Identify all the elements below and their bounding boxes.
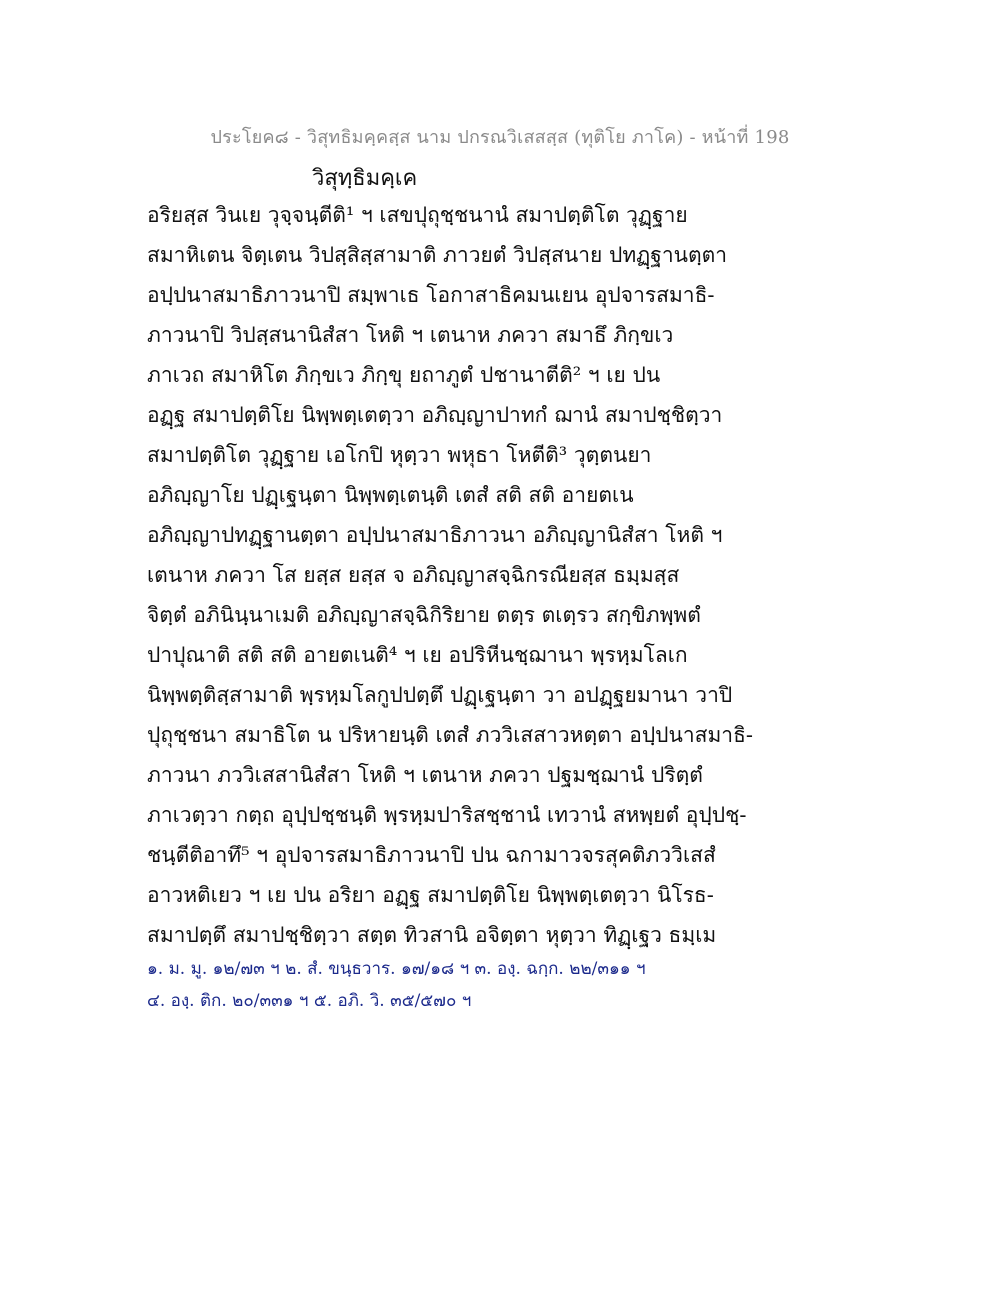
body-line: สมาหิเตน จิตฺเตน วิปสฺสิสฺสามาติ ภาวยตํ วิปสฺสนาย ปทฏฺฐานตฺตา [147, 243, 728, 267]
footnote-line: ๑. ม. มู. ๑๒/๗๓ ฯ ๒. สํ. ขนฺธวาร. ๑๗/๑๘ ฯ ๓. องฺ. ฉกฺก. ๒๒/๓๑๑ ฯ [147, 959, 646, 979]
body-line: นิพฺพตฺติสฺสามาติ พฺรหฺมโลกูปปตฺตึ ปฏฺเฐนฺตา วา อปฏฺฐยมานา วาปิ [147, 683, 733, 707]
body-line: อปฺปนาสมาธิภาวนาปิ สมฺพาเธ โอกาสาธิคมนเยน อุปจารสมาธิ- [147, 283, 715, 307]
body-line: อาวหติเยว ฯ เย ปน อริยา อฏฺฐ สมาปตฺติโย นิพฺพตฺเตตฺวา นิโรธ- [147, 883, 714, 907]
footnotes [147, 955, 747, 1019]
body-text [147, 198, 753, 958]
body-line: ชนฺตีติอาทึ⁵ ฯ อุปจารสมาธิภาวนาปิ ปน ฉกามาวจรสุคติภววิเสสํ [147, 843, 716, 867]
body-line: ภาวนาปิ วิปสฺสนานิสํสา โหติ ฯ เตนาห ภควา สมาธึ ภิกฺขเว [147, 323, 674, 347]
body-line: ปาปุณาติ สติ สติ อายตเนติ⁴ ฯ เย อปริหีนชฺฌานา พฺรหฺมโลเก [147, 643, 688, 667]
body-line: อภิญฺญาปทฏฺฐานตฺตา อปฺปนาสมาธิภาวนา อภิญฺญานิสํสา โหติ ฯ [147, 523, 723, 547]
body-line: จิตฺตํ อภินินฺนาเมติ อภิญฺญาสจฺฉิกิริยาย ตตฺร ตเตฺรว สกฺขิภพฺพตํ [147, 603, 701, 627]
body-line: ภาวนา ภววิเสสานิสํสา โหติ ฯ เตนาห ภควา ปฐมชฺฌานํ ปริตฺตํ [147, 763, 703, 787]
body-line: สมาปตฺติโต วุฏฺฐาย เอโกปิ หุตฺวา พหุธา โหตีติ³ วุตฺตนยา [147, 443, 652, 467]
section-title: วิสุทฺธิมคฺเค [312, 166, 418, 191]
running-header: ประโยค๘ - วิสุทธิมคฺคสฺส นาม ปกรณวิเสสสฺส (ทุติโย ภาโค) - หน้าที่ 198 [210, 127, 790, 148]
body-line: อริยสฺส วินเย วุจฺจนฺตีติ¹ ฯ เสขปุถุชฺชนานํ สมาปตฺติโต วุฏฺฐาย [147, 203, 688, 227]
body-line: ภาเวตฺวา กตฺถ อุปฺปชฺชนฺติ พฺรหฺมปาริสชฺชานํ เทวานํ สหพฺยตํ อุปฺปชฺ- [147, 803, 747, 827]
footnote-line: ๔. องฺ. ติก. ๒๐/๓๓๑ ฯ ๕. อภิ. วิ. ๓๕/๕๗๐ ฯ [147, 991, 472, 1011]
body-line: ปุถุชฺชนา สมาธิโต น ปริหายนฺติ เตสํ ภววิเสสาวหตฺตา อปฺปนาสมาธิ- [147, 723, 753, 747]
body-line: ภาเวถ สมาหิโต ภิกฺขเว ภิกฺขุ ยถาภูตํ ปชานาตีติ² ฯ เย ปน [147, 363, 661, 387]
body-line: อภิญฺญาโย ปฏฺเฐนฺตา นิพฺพตฺเตนฺติ เตสํ สติ สติ อายตเน [147, 483, 634, 507]
body-line: อฏฺฐ สมาปตฺติโย นิพฺพตฺเตตฺวา อภิญฺญาปาทกํ ฌานํ สมาปชฺชิตฺวา [147, 403, 723, 427]
body-line: สมาปตฺตึ สมาปชฺชิตฺวา สตฺต ทิวสานิ อจิตฺตา หุตฺวา ทิฏฺเฐว ธมฺเม [147, 923, 717, 947]
body-line: เตนาห ภควา โส ยสฺส ยสฺส จ อภิญฺญาสจฺฉิกรณียสฺส ธมฺมสฺส [147, 563, 680, 587]
